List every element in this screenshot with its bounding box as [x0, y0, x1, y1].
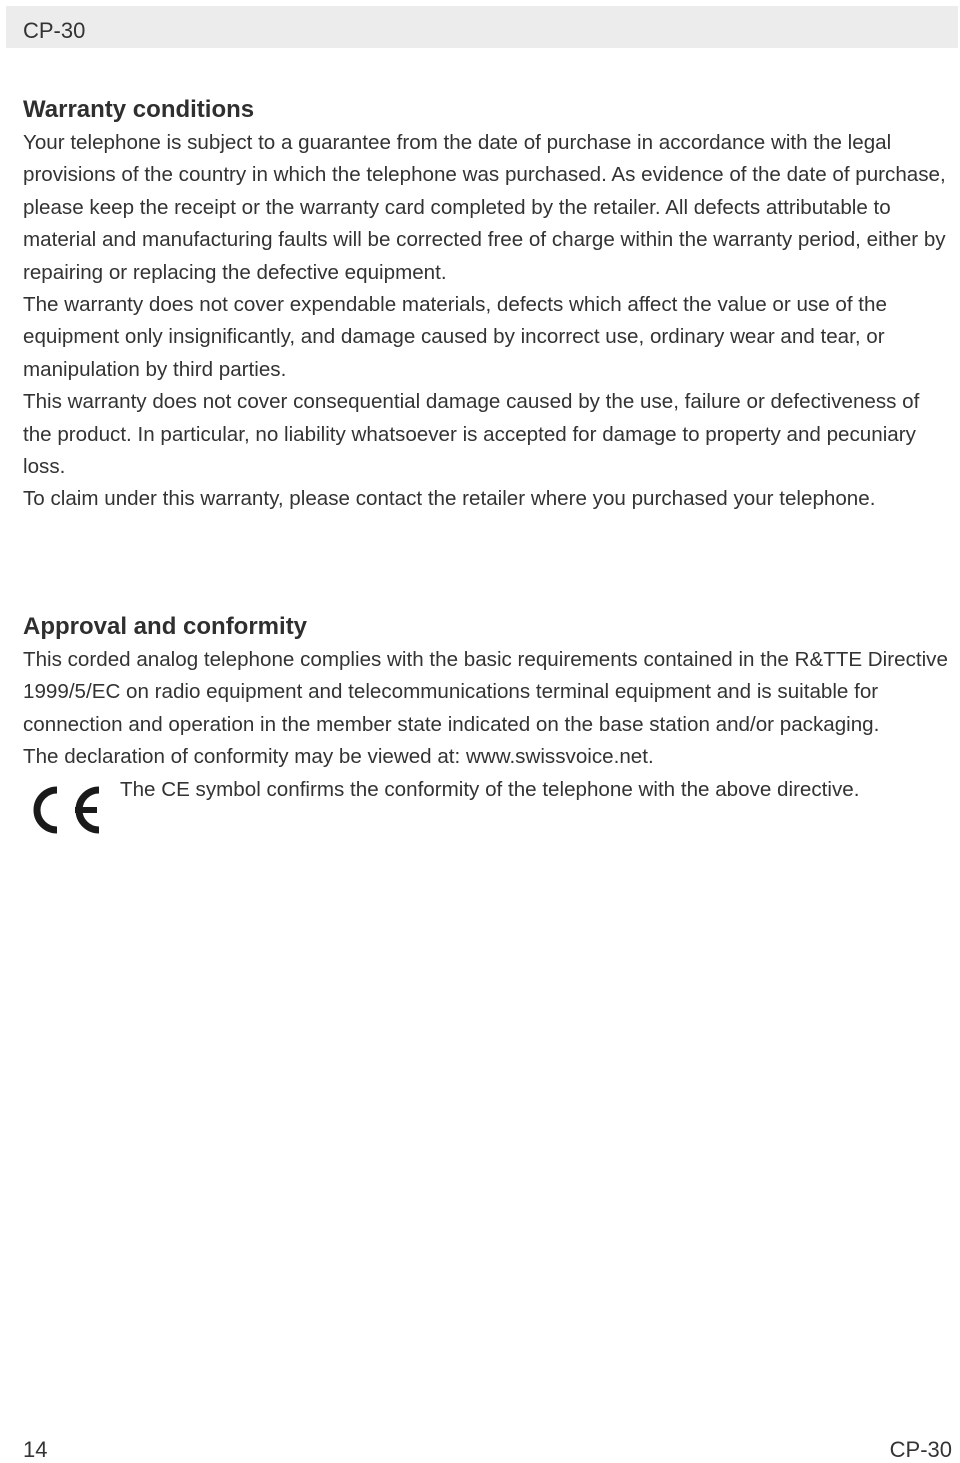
warranty-heading: Warranty conditions [23, 96, 255, 123]
approval-paragraph: The declaration of conformity may be viewed at: www.swissvoice.net. [23, 745, 654, 769]
footer-model: CP-30 [889, 1437, 952, 1462]
ce-mark-icon [23, 784, 103, 836]
warranty-paragraph: To claim under this warranty, please contact the retailer where you purchased your telephone. [23, 487, 876, 511]
warranty-section [23, 93, 948, 516]
approval-paragraph: This corded analog telephone complies with the basic requirements contained in the R&TTE Directive 1999/5/EC on radio equipment and telecommunications terminal equipment and is suitable for connection and operation in the member state indicated on the base station and/or packaging. [23, 648, 948, 736]
header-title: CP-30 [23, 18, 86, 43]
ce-row [23, 774, 948, 840]
page-number: 14 [23, 1437, 48, 1462]
warranty-paragraph: This warranty does not cover consequential damage caused by the use, failure or defectiveness of the product. In particular, no liability whatsoever is accepted for damage to property and pecuniary loss. [23, 390, 920, 479]
approval-heading: Approval and conformity [23, 613, 308, 640]
warranty-paragraph: The warranty does not cover expendable materials, defects which affect the value or use of the equipment only insignificantly, and damage caused by incorrect use, ordinary wear and tear, or manipulation by third parties. [23, 293, 887, 381]
warranty-paragraph: Your telephone is subject to a guarantee from the date of purchase in accordance with the legal provisions of the country in which the telephone was purchased. As evidence of the date of purchase, please keep the receipt or the warranty card completed by the retailer. All defects attributable to material and manufacturing faults will be corrected free of charge within the warranty period, either by repairing or replacing the defective equipment. [23, 131, 946, 284]
page-header [6, 6, 958, 48]
ce-description: The CE symbol confirms the conformity of the telephone with the above directive. [120, 777, 860, 801]
approval-section [23, 610, 948, 840]
